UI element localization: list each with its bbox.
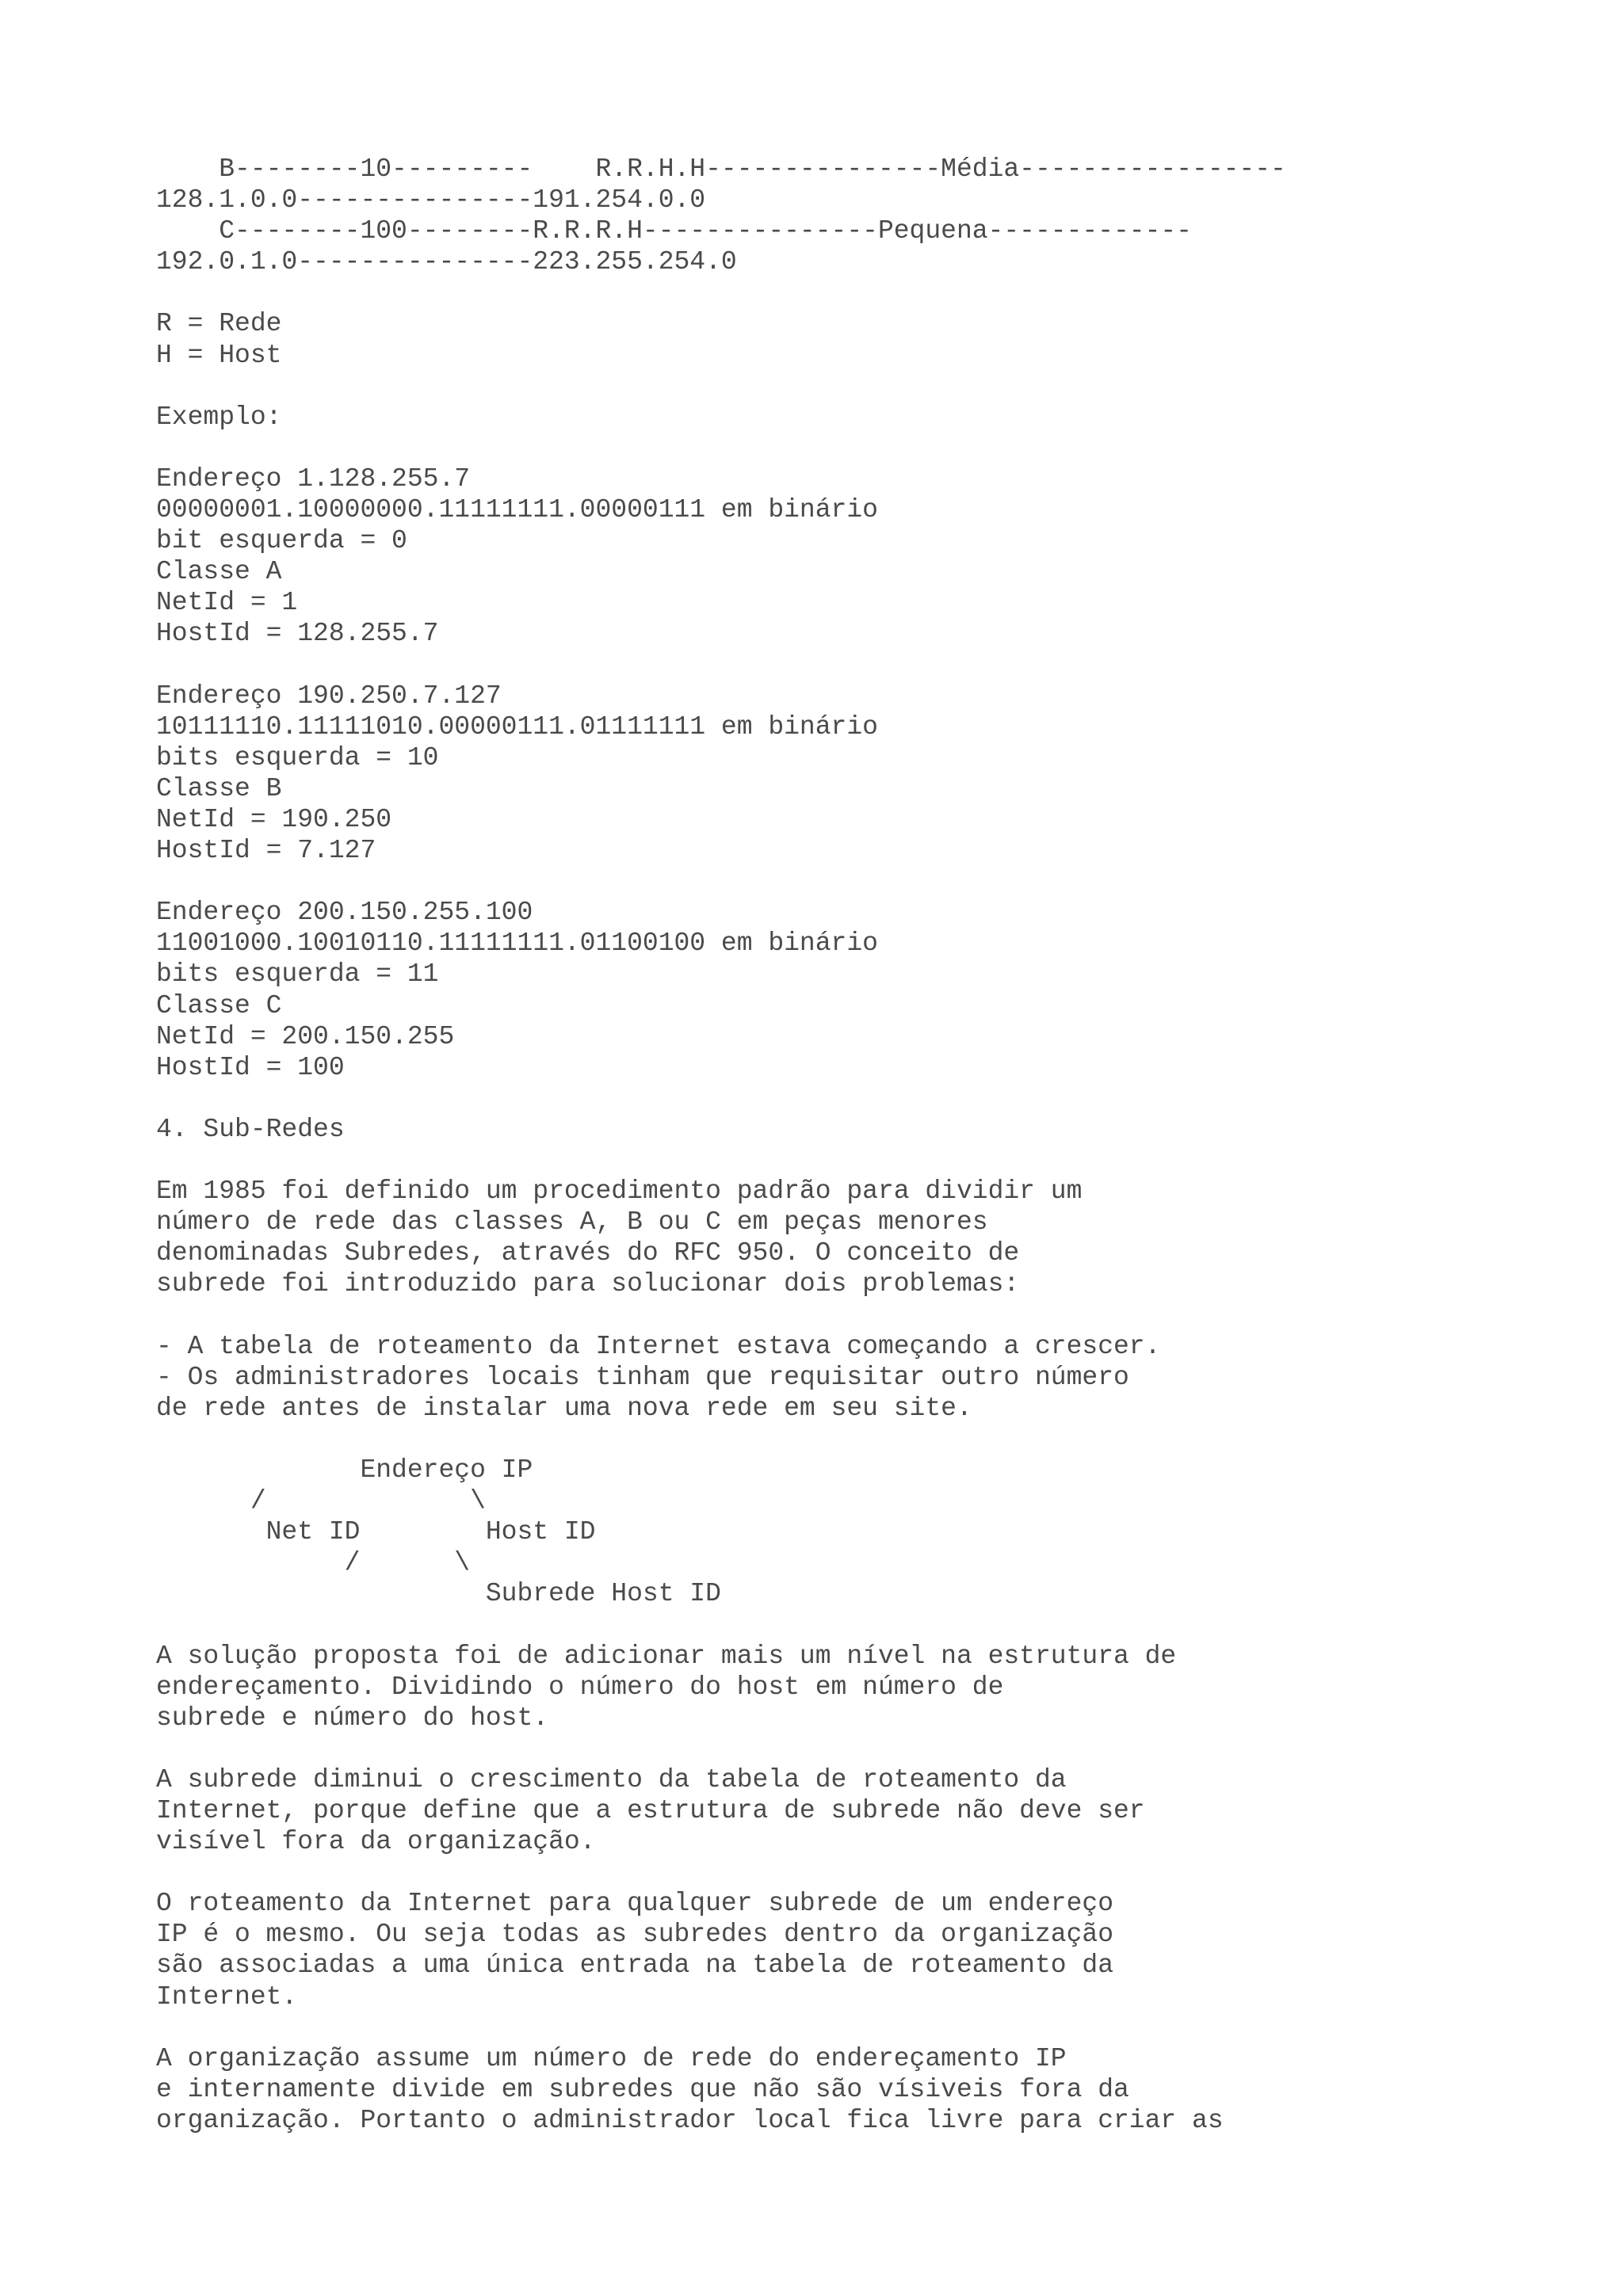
text-line: 10111110.11111010.00000111.01111111 em binário	[156, 711, 878, 742]
text-line: - A tabela de roteamento da Internet estava começando a crescer.	[156, 1331, 1161, 1361]
text-line: - Os administradores locais tinham que requisitar outro número	[156, 1362, 1129, 1392]
text-line: HostId = 100	[156, 1052, 345, 1082]
text-line: 128.1.0.0---------------191.254.0.0	[156, 185, 706, 215]
text-line: R = Rede	[156, 309, 282, 339]
text-line: Net ID Host ID	[156, 1517, 596, 1547]
text-line: / \	[156, 1548, 471, 1578]
text-line: Exemplo:	[156, 402, 282, 432]
text-line: Internet.	[156, 1981, 298, 2012]
text-line: Endereço IP	[156, 1455, 533, 1485]
text-line: Classe B	[156, 773, 282, 803]
text-line: número de rede das classes A, B ou C em peças menores	[156, 1207, 988, 1238]
text-line: Endereço 190.250.7.127	[156, 681, 502, 711]
text-line: A solução proposta foi de adicionar mais um nível na estrutura de	[156, 1641, 1177, 1671]
text-line: bits esquerda = 11	[156, 959, 439, 990]
text-line: IP é o mesmo. Ou seja todas as subredes dentro da organização	[156, 1920, 1113, 1950]
text-line: HostId = 7.127	[156, 836, 376, 866]
text-line: Em 1985 foi definido um procedimento padrão para dividir um	[156, 1177, 1083, 1207]
text-line: B--------10--------- R.R.H.H---------------Média-----------------	[156, 154, 1286, 184]
text-line: A organização assume um número de rede do endereçamento IP	[156, 2043, 1067, 2073]
text-line: e internamente divide em subredes que não são vísiveis fora da	[156, 2074, 1129, 2104]
document-page	[156, 154, 1583, 2277]
text-line: O roteamento da Internet para qualquer subrede de um endereço	[156, 1889, 1113, 1919]
text-line: de rede antes de instalar uma nova rede em seu site.	[156, 1393, 972, 1423]
text-line: Classe A	[156, 557, 282, 587]
text-line: Internet, porque define que a estrutura de subrede não deve ser	[156, 1795, 1145, 1825]
text-line: Endereço 200.150.255.100	[156, 898, 533, 928]
text-line: endereçamento. Dividindo o número do host em número de	[156, 1672, 1004, 1702]
text-line: subrede foi introduzido para solucionar dois problemas:	[156, 1269, 1020, 1299]
text-line: HostId = 128.255.7	[156, 619, 439, 649]
text-line: NetId = 1	[156, 588, 298, 618]
document-text	[156, 154, 1583, 2136]
text-line: bit esquerda = 0	[156, 526, 407, 556]
text-line: são associadas a uma única entrada na tabela de roteamento da	[156, 1951, 1113, 1981]
text-line: H = Host	[156, 340, 282, 370]
text-line: organização. Portanto o administrador local fica livre para criar as	[156, 2105, 1224, 2135]
text-line: visível fora da organização.	[156, 1827, 596, 1857]
text-line: bits esquerda = 10	[156, 742, 439, 772]
text-line: 192.0.1.0---------------223.255.254.0	[156, 247, 737, 277]
text-line: Endereço 1.128.255.7	[156, 463, 471, 494]
text-line: denominadas Subredes, através do RFC 950. O conceito de	[156, 1238, 1020, 1268]
text-line: NetId = 190.250	[156, 804, 392, 834]
text-line: 11001000.10010110.11111111.01100100 em binário	[156, 929, 878, 959]
text-line: subrede e número do host.	[156, 1703, 549, 1733]
text-line: C--------100--------R.R.R.H---------------Pequena-------------	[156, 216, 1193, 246]
text-line: Subrede Host ID	[156, 1579, 721, 1609]
text-line: 00000001.10000000.11111111.00000111 em binário	[156, 495, 878, 525]
text-line: NetId = 200.150.255	[156, 1021, 455, 1051]
text-line: Classe C	[156, 990, 282, 1020]
text-line: / \	[156, 1486, 486, 1516]
text-line: A subrede diminui o crescimento da tabela de roteamento da	[156, 1764, 1067, 1794]
text-line: 4. Sub-Redes	[156, 1114, 345, 1144]
